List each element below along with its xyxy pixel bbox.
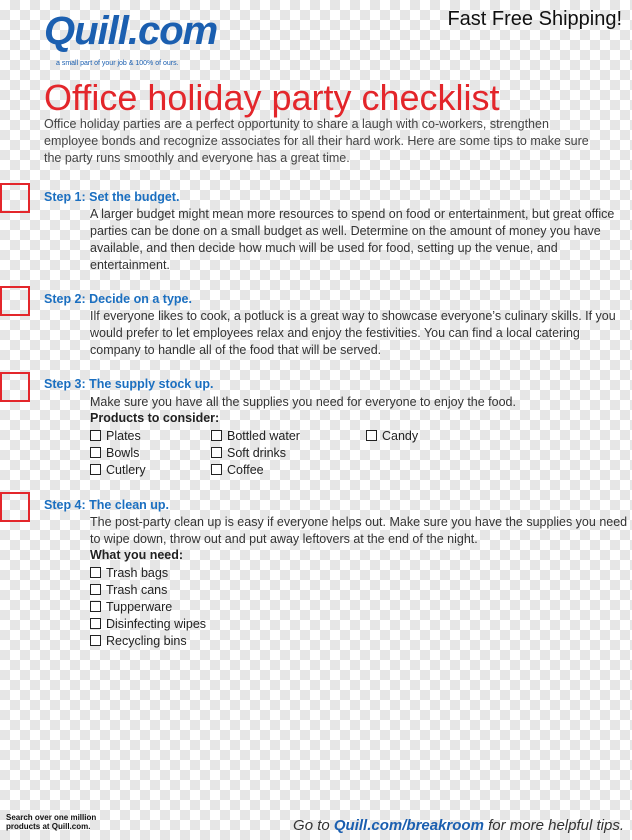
step-1-checkbox[interactable] [0, 183, 30, 213]
checkbox-icon[interactable] [90, 567, 101, 578]
footer-suffix: for more helpful tips. [483, 817, 624, 834]
checkbox-icon[interactable] [211, 464, 222, 475]
step-4-title: Step 4: The clean up. [44, 498, 170, 512]
footer-prefix: Go to [293, 817, 334, 834]
checkbox-icon[interactable] [90, 601, 101, 612]
footer-line-1: Search over one million [6, 813, 97, 822]
breakroom-link[interactable]: Quill.com/breakroom [333, 817, 484, 834]
logo-wordmark: Quill.com [44, 9, 218, 53]
supply-checkbox-item[interactable]: Tupperware [90, 600, 172, 614]
step-1-body: A larger budget might mean more resources to spend on food or entertainment, but great office parties can be done on a small budget as well. Determine on the amount of money you have available, and then decide how much will be used for food, setting up the venue, and entertainment. [90, 207, 615, 272]
logo-tagline: a small part of your job & 100% of ours. [56, 60, 179, 67]
checkbox-icon[interactable] [90, 618, 101, 629]
intro-text: Office holiday parties are a perfect opportunity to share a laugh with co-workers, strengthen employee bonds and recognize associates for all their hard work. Here are some tips to make sure the party runs smoothly and everyone has a great time. [44, 117, 589, 165]
supply-checkbox-item[interactable]: Disinfecting wipes [90, 617, 206, 631]
product-checkbox-item[interactable]: Candy [366, 429, 418, 443]
step-4-body: The post-party clean up is easy if everyone helps out. Make sure you have the supplies you need to wipe down, throw out and put away leftovers at the end of the night. [90, 515, 628, 546]
supply-checkbox-item[interactable]: Trash cans [90, 583, 167, 597]
checkbox-icon[interactable] [90, 635, 101, 646]
product-checkbox-item[interactable]: Soft drinks [211, 446, 286, 460]
step-3-title: Step 3: The supply stock up. [44, 377, 214, 391]
product-checkbox-item[interactable]: Coffee [211, 463, 264, 477]
product-checkbox-item[interactable]: Bowls [90, 446, 139, 460]
footer-line-2: products at Quill.com. [6, 822, 91, 831]
supply-checkbox-item[interactable]: Trash bags [90, 566, 168, 580]
step-4-subhead: What you need: [90, 548, 184, 562]
checkbox-icon[interactable] [211, 430, 222, 441]
step-4-checkbox[interactable] [0, 492, 30, 522]
checkbox-icon[interactable] [90, 464, 101, 475]
supply-checkbox-item[interactable]: Recycling bins [90, 634, 187, 648]
checkbox-icon[interactable] [90, 447, 101, 458]
checkbox-icon[interactable] [211, 447, 222, 458]
step-1-title: Step 1: Set the budget. [44, 190, 180, 204]
product-checkbox-item[interactable]: Cutlery [90, 463, 146, 477]
shipping-banner: Fast Free Shipping! [447, 8, 622, 30]
step-3-subhead: Products to consider: [90, 411, 220, 425]
step-2-checkbox[interactable] [0, 286, 30, 316]
quill-logo[interactable] [44, 2, 224, 72]
checkbox-icon[interactable] [90, 430, 101, 441]
checkbox-icon[interactable] [90, 584, 101, 595]
step-3-body: Make sure you have all the supplies you need for everyone to enjoy the food. [90, 395, 516, 409]
checkbox-icon[interactable] [366, 430, 377, 441]
step-3-checkbox[interactable] [0, 372, 30, 402]
page-title: Office holiday party checklist [44, 77, 500, 118]
product-checkbox-item[interactable]: Bottled water [211, 429, 300, 443]
step-2-body: Ilf everyone likes to cook, a potluck is a great way to showcase everyone’s culinary skills. If you would prefer to let employees relax and enjoy the festivities. You can find a local catering company to handle all of the food that will be served. [90, 309, 616, 357]
step-2-title: Step 2: Decide on a type. [44, 292, 192, 306]
footer-tips [293, 817, 624, 834]
footer-search-note [6, 813, 96, 831]
product-checkbox-item[interactable]: Plates [90, 429, 141, 443]
